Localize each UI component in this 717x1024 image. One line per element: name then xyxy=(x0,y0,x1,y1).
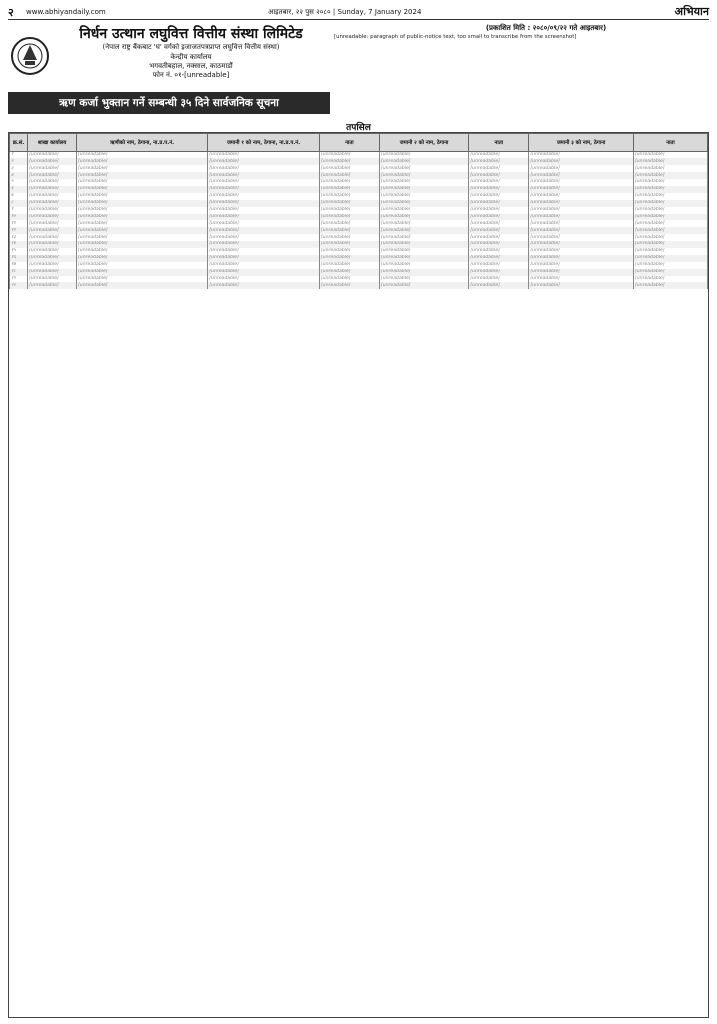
company-address: भगवतीबहाल, नक्साल, काठमाडौं xyxy=(149,62,233,70)
cell-branch: [unreadable] xyxy=(28,186,77,193)
cell-branch: [unreadable] xyxy=(28,227,77,234)
newspaper-brand: अभियान xyxy=(674,5,709,18)
cell-guarantor-3: [unreadable] xyxy=(529,220,634,227)
cell-relation-2: [unreadable] xyxy=(469,179,529,186)
cell-guarantor-3: [unreadable] xyxy=(529,193,634,200)
cell-relation-2: [unreadable] xyxy=(469,165,529,172)
cell-guarantor-3: [unreadable] xyxy=(529,179,634,186)
cell-relation-1: [unreadable] xyxy=(319,186,379,193)
cell-branch: [unreadable] xyxy=(28,262,77,269)
cell-branch: [unreadable] xyxy=(28,200,77,207)
cell-relation-1: [unreadable] xyxy=(319,193,379,200)
table-row xyxy=(10,158,708,165)
cell-guarantor-3: [unreadable] xyxy=(529,207,634,214)
table-header-row xyxy=(10,134,708,152)
publication-date: (प्रकाशित मिति : २०८०/०९/२२ गते आइतबार) xyxy=(485,24,607,32)
table-row xyxy=(10,282,708,289)
company-subtitle: (नेपाल राष्ट्र बैंकबाट 'घ' वर्गको इजाजतपत्रप्राप्त लघुवित्त वित्तीय संस्था) xyxy=(102,43,280,51)
cell-branch: [unreadable] xyxy=(28,179,77,186)
cell-relation-2: [unreadable] xyxy=(469,186,529,193)
cell-guarantor-2: [unreadable] xyxy=(379,186,468,193)
company-office: केन्द्रीय कार्यालय xyxy=(170,53,212,61)
cell-guarantor-2: [unreadable] xyxy=(379,282,468,289)
cell-branch: [unreadable] xyxy=(28,234,77,241)
cell-serial: ११ xyxy=(10,220,28,227)
cell-relation-2: [unreadable] xyxy=(469,200,529,207)
cell-guarantor-1: [unreadable] xyxy=(208,207,320,214)
cell-guarantor-2: [unreadable] xyxy=(379,172,468,179)
cell-relation-1: [unreadable] xyxy=(319,158,379,165)
cell-relation-2: [unreadable] xyxy=(469,276,529,283)
cell-relation-2: [unreadable] xyxy=(469,262,529,269)
cell-branch: [unreadable] xyxy=(28,248,77,255)
table-row xyxy=(10,241,708,248)
header-guarantor-1: जमानी १ को नाम, ठेगाना, ना.प्र.प.नं. xyxy=(208,134,320,152)
header-borrower: ऋणीको नाम, ठेगाना, ना.प्र.प.नं. xyxy=(77,134,208,152)
table-row xyxy=(10,172,708,179)
cell-borrower: [unreadable] xyxy=(77,282,208,289)
cell-relation-3: [unreadable] xyxy=(633,248,707,255)
table-row xyxy=(10,227,708,234)
cell-guarantor-2: [unreadable] xyxy=(379,214,468,221)
cell-relation-3: [unreadable] xyxy=(633,214,707,221)
cell-guarantor-1: [unreadable] xyxy=(208,179,320,186)
table-row xyxy=(10,262,708,269)
cell-serial: ४ xyxy=(10,172,28,179)
cell-guarantor-2: [unreadable] xyxy=(379,220,468,227)
cell-guarantor-2: [unreadable] xyxy=(379,179,468,186)
cell-serial: १६ xyxy=(10,255,28,262)
cell-borrower: [unreadable] xyxy=(77,186,208,193)
cell-guarantor-3: [unreadable] xyxy=(529,276,634,283)
cell-relation-3: [unreadable] xyxy=(633,227,707,234)
table-row xyxy=(10,200,708,207)
cell-relation-2: [unreadable] xyxy=(469,255,529,262)
cell-guarantor-2: [unreadable] xyxy=(379,269,468,276)
cell-relation-2: [unreadable] xyxy=(469,207,529,214)
cell-guarantor-1: [unreadable] xyxy=(208,255,320,262)
table-row xyxy=(10,220,708,227)
cell-serial: १० xyxy=(10,214,28,221)
cell-guarantor-3: [unreadable] xyxy=(529,152,634,159)
cell-relation-3: [unreadable] xyxy=(633,172,707,179)
cell-branch: [unreadable] xyxy=(28,158,77,165)
cell-borrower: [unreadable] xyxy=(77,248,208,255)
cell-branch: [unreadable] xyxy=(28,282,77,289)
cell-relation-1: [unreadable] xyxy=(319,220,379,227)
cell-guarantor-1: [unreadable] xyxy=(208,165,320,172)
cell-relation-1: [unreadable] xyxy=(319,276,379,283)
defaulters-table xyxy=(8,132,709,1018)
cell-guarantor-2: [unreadable] xyxy=(379,248,468,255)
cell-guarantor-1: [unreadable] xyxy=(208,234,320,241)
cell-relation-2: [unreadable] xyxy=(469,227,529,234)
cell-serial: ३ xyxy=(10,165,28,172)
cell-branch: [unreadable] xyxy=(28,165,77,172)
cell-guarantor-3: [unreadable] xyxy=(529,241,634,248)
cell-guarantor-2: [unreadable] xyxy=(379,276,468,283)
cell-guarantor-1: [unreadable] xyxy=(208,282,320,289)
cell-borrower: [unreadable] xyxy=(77,200,208,207)
cell-borrower: [unreadable] xyxy=(77,276,208,283)
table-row xyxy=(10,193,708,200)
header-relation-3: नाता xyxy=(633,134,707,152)
cell-guarantor-1: [unreadable] xyxy=(208,227,320,234)
cell-relation-3: [unreadable] xyxy=(633,276,707,283)
cell-serial: ७ xyxy=(10,193,28,200)
table-row xyxy=(10,152,708,159)
site-url: www.abhiyandaily.com xyxy=(26,8,106,16)
cell-borrower: [unreadable] xyxy=(77,262,208,269)
table-row xyxy=(10,214,708,221)
cell-guarantor-3: [unreadable] xyxy=(529,227,634,234)
cell-borrower: [unreadable] xyxy=(77,214,208,221)
table-row xyxy=(10,255,708,262)
cell-guarantor-3: [unreadable] xyxy=(529,248,634,255)
table-row xyxy=(10,207,708,214)
cell-branch: [unreadable] xyxy=(28,255,77,262)
table-row xyxy=(10,248,708,255)
cell-relation-1: [unreadable] xyxy=(319,255,379,262)
cell-borrower: [unreadable] xyxy=(77,227,208,234)
cell-relation-2: [unreadable] xyxy=(469,234,529,241)
cell-guarantor-1: [unreadable] xyxy=(208,262,320,269)
cell-borrower: [unreadable] xyxy=(77,207,208,214)
cell-guarantor-1: [unreadable] xyxy=(208,186,320,193)
cell-guarantor-1: [unreadable] xyxy=(208,276,320,283)
cell-relation-1: [unreadable] xyxy=(319,172,379,179)
cell-guarantor-3: [unreadable] xyxy=(529,214,634,221)
cell-borrower: [unreadable] xyxy=(77,269,208,276)
cell-relation-1: [unreadable] xyxy=(319,200,379,207)
cell-relation-3: [unreadable] xyxy=(633,152,707,159)
cell-guarantor-1: [unreadable] xyxy=(208,269,320,276)
cell-relation-2: [unreadable] xyxy=(469,241,529,248)
cell-relation-1: [unreadable] xyxy=(319,248,379,255)
cell-relation-3: [unreadable] xyxy=(633,269,707,276)
cell-guarantor-2: [unreadable] xyxy=(379,234,468,241)
header-branch: शाखा कार्यालय xyxy=(28,134,77,152)
cell-guarantor-2: [unreadable] xyxy=(379,255,468,262)
cell-guarantor-1: [unreadable] xyxy=(208,152,320,159)
cell-relation-1: [unreadable] xyxy=(319,214,379,221)
cell-guarantor-1: [unreadable] xyxy=(208,158,320,165)
company-phone: फोन नं. ०१-[unreadable] xyxy=(152,71,230,79)
cell-serial: ८ xyxy=(10,200,28,207)
cell-serial: १८ xyxy=(10,269,28,276)
cell-branch: [unreadable] xyxy=(28,172,77,179)
cell-borrower: [unreadable] xyxy=(77,255,208,262)
company-name: निर्धन उत्थान लघुवित्त वित्तीय संस्था लिमिटेड xyxy=(79,26,303,42)
cell-relation-3: [unreadable] xyxy=(633,165,707,172)
cell-relation-1: [unreadable] xyxy=(319,207,379,214)
cell-relation-1: [unreadable] xyxy=(319,234,379,241)
cell-borrower: [unreadable] xyxy=(77,152,208,159)
cell-serial: ६ xyxy=(10,186,28,193)
cell-branch: [unreadable] xyxy=(28,220,77,227)
cell-serial: १९ xyxy=(10,276,28,283)
cell-borrower: [unreadable] xyxy=(77,220,208,227)
cell-serial: १७ xyxy=(10,262,28,269)
cell-relation-1: [unreadable] xyxy=(319,179,379,186)
cell-branch: [unreadable] xyxy=(28,269,77,276)
cell-borrower: [unreadable] xyxy=(77,165,208,172)
cell-relation-2: [unreadable] xyxy=(469,172,529,179)
cell-guarantor-2: [unreadable] xyxy=(379,193,468,200)
cell-relation-1: [unreadable] xyxy=(319,282,379,289)
cell-serial: २० xyxy=(10,282,28,289)
cell-relation-3: [unreadable] xyxy=(633,200,707,207)
header-guarantor-3: जमानी ३ को नाम, ठेगाना xyxy=(529,134,634,152)
cell-guarantor-2: [unreadable] xyxy=(379,152,468,159)
cell-guarantor-1: [unreadable] xyxy=(208,220,320,227)
cell-relation-3: [unreadable] xyxy=(633,234,707,241)
table-row xyxy=(10,269,708,276)
cell-guarantor-2: [unreadable] xyxy=(379,227,468,234)
cell-relation-1: [unreadable] xyxy=(319,269,379,276)
cell-relation-2: [unreadable] xyxy=(469,282,529,289)
cell-relation-2: [unreadable] xyxy=(469,152,529,159)
table-row xyxy=(10,234,708,241)
cell-borrower: [unreadable] xyxy=(77,241,208,248)
cell-relation-2: [unreadable] xyxy=(469,193,529,200)
cell-serial: १३ xyxy=(10,234,28,241)
header-relation-2: नाता xyxy=(469,134,529,152)
dateline: आइतबार, २२ पुस २०८० | Sunday, 7 January 2024 xyxy=(268,8,422,16)
cell-serial: ५ xyxy=(10,179,28,186)
cell-branch: [unreadable] xyxy=(28,152,77,159)
cell-relation-1: [unreadable] xyxy=(319,241,379,248)
table-row xyxy=(10,179,708,186)
cell-relation-3: [unreadable] xyxy=(633,241,707,248)
page-header-bar xyxy=(8,4,709,20)
cell-relation-3: [unreadable] xyxy=(633,193,707,200)
cell-relation-3: [unreadable] xyxy=(633,282,707,289)
cell-branch: [unreadable] xyxy=(28,214,77,221)
header-relation-1: नाता xyxy=(319,134,379,152)
cell-borrower: [unreadable] xyxy=(77,234,208,241)
cell-relation-2: [unreadable] xyxy=(469,214,529,221)
cell-serial: १५ xyxy=(10,248,28,255)
cell-relation-3: [unreadable] xyxy=(633,262,707,269)
cell-guarantor-2: [unreadable] xyxy=(379,165,468,172)
cell-guarantor-1: [unreadable] xyxy=(208,241,320,248)
cell-guarantor-2: [unreadable] xyxy=(379,207,468,214)
cell-serial: १२ xyxy=(10,227,28,234)
cell-guarantor-3: [unreadable] xyxy=(529,186,634,193)
cell-guarantor-2: [unreadable] xyxy=(379,200,468,207)
cell-relation-3: [unreadable] xyxy=(633,207,707,214)
cell-relation-1: [unreadable] xyxy=(319,165,379,172)
list-heading: तपसिल xyxy=(346,123,371,133)
cell-branch: [unreadable] xyxy=(28,193,77,200)
cell-guarantor-2: [unreadable] xyxy=(379,241,468,248)
company-logo-icon xyxy=(10,36,50,76)
table-row xyxy=(10,186,708,193)
cell-borrower: [unreadable] xyxy=(77,179,208,186)
header-serial: क्र.सं. xyxy=(10,134,28,152)
cell-guarantor-1: [unreadable] xyxy=(208,193,320,200)
cell-relation-3: [unreadable] xyxy=(633,186,707,193)
cell-relation-3: [unreadable] xyxy=(633,255,707,262)
cell-guarantor-3: [unreadable] xyxy=(529,282,634,289)
notice-body-text: [unreadable: paragraph of public-notice text, too small to transcribe from the screenshot] xyxy=(334,34,577,40)
cell-borrower: [unreadable] xyxy=(77,172,208,179)
cell-guarantor-1: [unreadable] xyxy=(208,172,320,179)
page-number: २ xyxy=(8,6,14,19)
cell-guarantor-3: [unreadable] xyxy=(529,158,634,165)
cell-branch: [unreadable] xyxy=(28,241,77,248)
cell-serial: ९ xyxy=(10,207,28,214)
cell-branch: [unreadable] xyxy=(28,276,77,283)
table-row xyxy=(10,165,708,172)
cell-guarantor-3: [unreadable] xyxy=(529,234,634,241)
cell-guarantor-3: [unreadable] xyxy=(529,255,634,262)
table-row xyxy=(10,276,708,283)
cell-guarantor-1: [unreadable] xyxy=(208,214,320,221)
cell-serial: १४ xyxy=(10,241,28,248)
cell-guarantor-2: [unreadable] xyxy=(379,158,468,165)
cell-guarantor-3: [unreadable] xyxy=(529,172,634,179)
notice-banner-title: ऋण कर्जा भुक्तान गर्ने सम्बन्धी ३५ दिने सार्वजनिक सूचना xyxy=(8,92,330,114)
cell-relation-2: [unreadable] xyxy=(469,158,529,165)
cell-serial: २ xyxy=(10,158,28,165)
cell-relation-3: [unreadable] xyxy=(633,220,707,227)
cell-guarantor-2: [unreadable] xyxy=(379,262,468,269)
cell-relation-3: [unreadable] xyxy=(633,179,707,186)
cell-relation-2: [unreadable] xyxy=(469,269,529,276)
cell-relation-1: [unreadable] xyxy=(319,227,379,234)
cell-relation-1: [unreadable] xyxy=(319,152,379,159)
cell-relation-1: [unreadable] xyxy=(319,262,379,269)
cell-guarantor-3: [unreadable] xyxy=(529,269,634,276)
cell-guarantor-1: [unreadable] xyxy=(208,248,320,255)
cell-branch: [unreadable] xyxy=(28,207,77,214)
cell-guarantor-3: [unreadable] xyxy=(529,200,634,207)
cell-borrower: [unreadable] xyxy=(77,158,208,165)
header-guarantor-2: जमानी २ को नाम, ठेगाना xyxy=(379,134,468,152)
cell-serial: १ xyxy=(10,152,28,159)
cell-guarantor-3: [unreadable] xyxy=(529,165,634,172)
cell-guarantor-3: [unreadable] xyxy=(529,262,634,269)
cell-relation-2: [unreadable] xyxy=(469,248,529,255)
cell-guarantor-1: [unreadable] xyxy=(208,200,320,207)
cell-relation-2: [unreadable] xyxy=(469,220,529,227)
cell-borrower: [unreadable] xyxy=(77,193,208,200)
cell-relation-3: [unreadable] xyxy=(633,158,707,165)
